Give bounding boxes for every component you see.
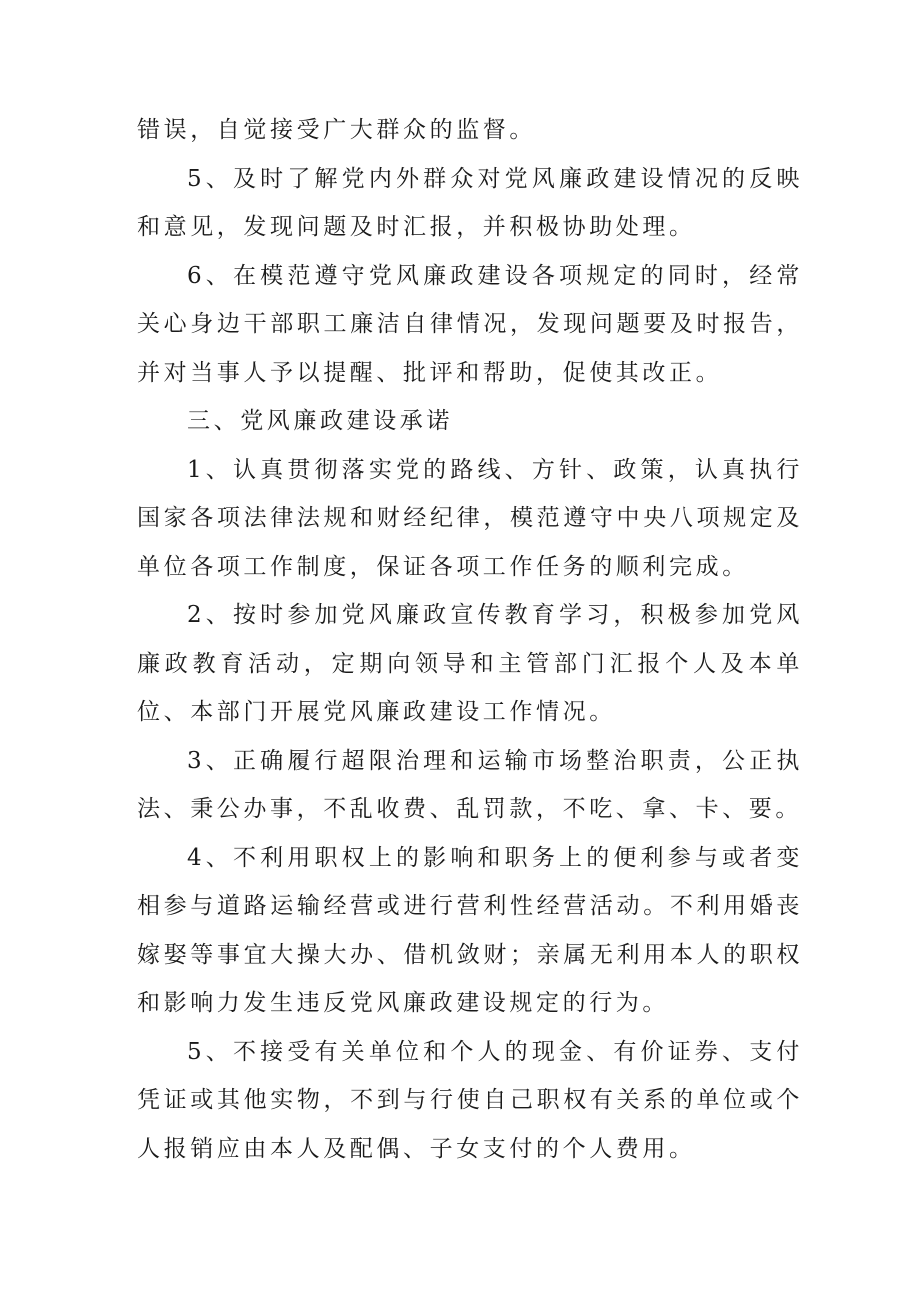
paragraph-duty-5: 5、及时了解党内外群众对党风廉政建设情况的反映和意见，发现问题及时汇报，并积极协助处理。 [137, 165, 803, 240]
paragraph-continuation: 错误，自觉接受广大群众的监督。 [137, 117, 536, 143]
section-heading-pledge: 三、党风廉政建设承诺 [187, 408, 453, 434]
paragraph-pledge-1: 1、认真贯彻落实党的路线、方针、政策，认真执行国家各项法律法规和财经纪律，模范遵守中央八项规定及单位各项工作制度，保证各项工作任务的顺利完成。 [137, 456, 803, 580]
paragraph-pledge-4: 4、不利用职权上的影响和职务上的便利参与或者变相参与道路运输经营或进行营利性经营活动。不利用婚丧嫁娶等事宜大操大办、借机敛财；亲属无利用本人的职权和影响力发生违反党风廉政建设规定的行为。 [137, 844, 803, 1016]
document-body [137, 106, 803, 1173]
paragraph-pledge-3: 3、正确履行超限治理和运输市场整治职责，公正执法、秉公办事，不乱收费、乱罚款，不吃、拿、卡、要。 [137, 747, 803, 822]
paragraph-pledge-5: 5、不接受有关单位和个人的现金、有价证券、支付凭证或其他实物，不到与行使自己职权有关系的单位或个人报销应由本人及配偶、子女支付的个人费用。 [137, 1038, 803, 1162]
paragraph-pledge-2: 2、按时参加党风廉政宣传教育学习，积极参加党风廉政教育活动，定期向领导和主管部门汇报个人及本单位、本部门开展党风廉政建设工作情况。 [137, 602, 803, 725]
paragraph-duty-6: 6、在模范遵守党风廉政建设各项规定的同时，经常关心身边干部职工廉洁自律情况，发现问题要及时报告，并对当事人予以提醒、批评和帮助，促使其改正。 [137, 262, 803, 386]
